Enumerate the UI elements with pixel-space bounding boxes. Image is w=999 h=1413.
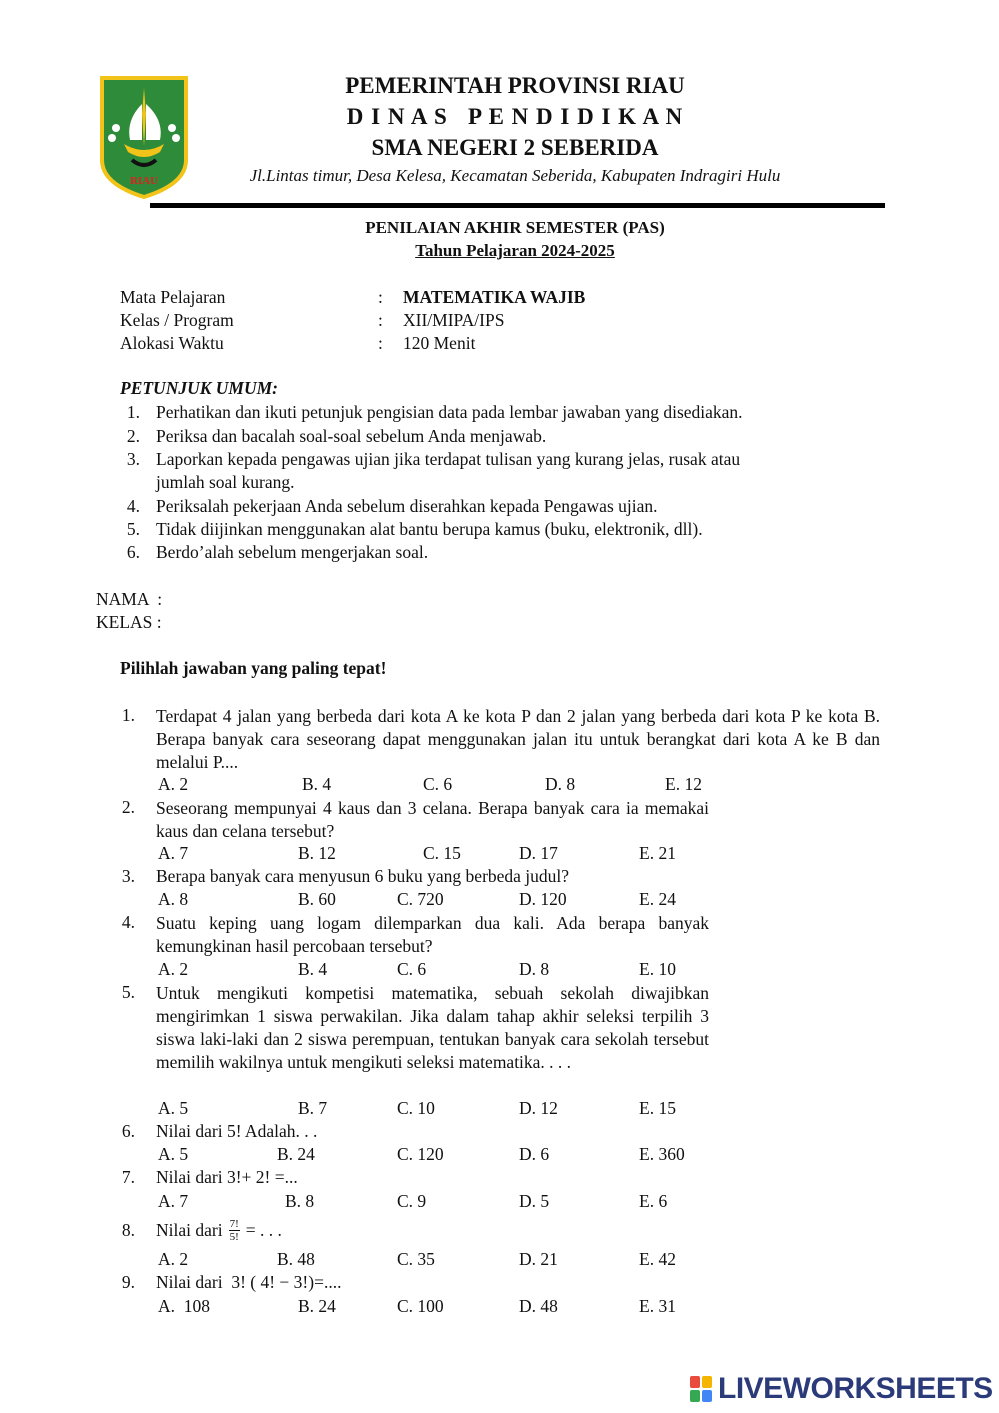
- question-text-suffix: = . . .: [245, 1219, 282, 1240]
- instruction-number: 4.: [126, 496, 140, 516]
- question-text: Nilai dari 5! Adalah. . .: [156, 1121, 318, 1141]
- exam-year: Tahun Pelajaran 2024-2025: [415, 241, 615, 260]
- option-e: E. 24: [639, 889, 676, 909]
- instruction-item-continued: jumlah soal kurang.: [156, 472, 295, 492]
- question-number: 1.: [121, 705, 135, 725]
- meta-value-time: 120 Menit: [403, 333, 476, 353]
- header-divider: [150, 203, 885, 208]
- question-number: 2.: [121, 797, 135, 817]
- question-text: Nilai dari 3!+ 2! =...: [156, 1167, 298, 1187]
- instruction-number: 1.: [126, 402, 140, 422]
- meta-label-time: Alokasi Waktu: [120, 333, 224, 353]
- option-a: A. 2: [158, 774, 189, 794]
- instruction-item: Laporkan kepada pengawas ujian jika terdapat tulisan yang kurang jelas, rusak atau: [156, 449, 741, 469]
- meta-colon: :: [378, 287, 383, 307]
- option-e: E. 12: [665, 774, 702, 794]
- meta-label-class: Kelas / Program: [120, 310, 234, 330]
- option-e: E. 10: [639, 959, 676, 979]
- option-d: D. 48: [519, 1296, 558, 1316]
- header-department: D I N A S P E N D I D I K A N: [346, 104, 684, 129]
- question-number: 4.: [121, 912, 135, 932]
- option-b: B. 4: [302, 774, 332, 794]
- question-text-prefix: Nilai dari: [156, 1219, 223, 1240]
- header-address: Jl.Lintas timur, Desa Kelesa, Kecamatan Seberida, Kabupaten Indragiri Hulu: [249, 166, 781, 185]
- question-number: 5.: [121, 982, 135, 1002]
- instructions-heading: PETUNJUK UMUM:: [120, 378, 278, 398]
- option-b: B. 8: [285, 1191, 315, 1211]
- liveworksheets-logo-icon: [690, 1376, 712, 1402]
- option-e: E. 6: [639, 1191, 668, 1211]
- watermark-text: LIVEWORKSHEETS: [718, 1372, 993, 1405]
- option-e: E. 31: [639, 1296, 676, 1316]
- option-b: B. 24: [298, 1296, 336, 1316]
- question-number: 7.: [121, 1167, 135, 1187]
- instruction-item: Periksalah pekerjaan Anda sebelum diserahkan kepada Pengawas ujian.: [156, 496, 658, 516]
- option-b: B. 4: [298, 959, 328, 979]
- option-c: C. 6: [397, 959, 427, 979]
- option-a: A. 7: [158, 843, 189, 863]
- option-c: C. 15: [423, 843, 461, 863]
- option-a: A. 2: [158, 1249, 189, 1269]
- instruction-item: Berdo’alah sebelum mengerjakan soal.: [156, 542, 429, 562]
- instruction-number: 6.: [126, 542, 140, 562]
- option-c: C. 6: [423, 774, 453, 794]
- option-d: D. 120: [519, 889, 567, 909]
- fraction-numerator: 7!: [229, 1217, 239, 1230]
- instruction-number: 3.: [126, 449, 140, 469]
- instruction-item: Perhatikan dan ikuti petunjuk pengisian data pada lembar jawaban yang disediakan.: [156, 402, 743, 422]
- option-d: D. 17: [519, 843, 558, 863]
- question-number: 8.: [121, 1220, 135, 1240]
- option-b: B. 60: [298, 889, 336, 909]
- option-c: C. 35: [397, 1249, 435, 1269]
- option-b: B. 12: [298, 843, 336, 863]
- question-text: Nilai dari 3! ( 4! − 3!)=....: [156, 1272, 342, 1292]
- option-e: E. 15: [639, 1098, 676, 1118]
- question-text: Suatu keping uang logam dilemparkan dua kali. Ada berapa banyak kemungkinan hasil percobaan tersebut?: [156, 913, 709, 956]
- option-c: C. 120: [397, 1144, 444, 1164]
- question-number: 3.: [121, 866, 135, 886]
- option-a: A. 2: [158, 959, 189, 979]
- meta-value-subject: MATEMATIKA WAJIB: [403, 287, 586, 307]
- instruction-number: 2.: [126, 426, 140, 446]
- option-a: A. 7: [158, 1191, 189, 1211]
- question-text: Untuk mengikuti kompetisi matematika, sebuah sekolah diwajibkan mengirimkan 1 siswa perwakilan. Jika dalam tahap akhir seleksi terpilih 3 siswa laki-laki dan 2 siswa perempuan, tentukan banyak cara sekolah tersebut memilih wakilnya untuk mengikuti seleksi matematika. . . .: [156, 983, 709, 1072]
- option-c: C. 10: [397, 1098, 435, 1118]
- option-d: D. 12: [519, 1098, 558, 1118]
- question-number: 9.: [121, 1272, 135, 1292]
- header-government: PEMERINTAH PROVINSI RIAU: [345, 73, 685, 98]
- meta-value-class: XII/MIPA/IPS: [403, 310, 505, 330]
- option-d: D. 8: [545, 774, 576, 794]
- meta-colon: :: [378, 310, 383, 330]
- meta-label-subject: Mata Pelajaran: [120, 287, 226, 307]
- question-text: Seseorang mempunyai 4 kaus dan 3 celana. Berapa banyak cara ia memakai kaus dan celana tersebut?: [156, 798, 709, 841]
- liveworksheets-watermark[interactable]: [690, 1374, 993, 1404]
- option-e: E. 21: [639, 843, 676, 863]
- option-b: B. 7: [298, 1098, 328, 1118]
- question-text: Terdapat 4 jalan yang berbeda dari kota A ke kota P dan 2 jalan yang berbeda dari kota P ke kota B. Berapa banyak cara seseorang dapat menggunakan jalan itu untuk berangkat dari kota A ke B dan melalui P....: [156, 706, 880, 772]
- option-d: D. 21: [519, 1249, 558, 1269]
- option-d: D. 6: [519, 1144, 550, 1164]
- option-e: E. 42: [639, 1249, 676, 1269]
- option-d: D. 5: [519, 1191, 550, 1211]
- riau-emblem-logo: [98, 74, 190, 200]
- instruction-number: 5.: [126, 519, 140, 539]
- option-c: C. 720: [397, 889, 444, 909]
- question-text: [156, 1212, 282, 1248]
- option-b: B. 48: [277, 1249, 315, 1269]
- option-c: C. 100: [397, 1296, 444, 1316]
- logo-text: RIAU: [129, 175, 159, 187]
- option-a: A. 5: [158, 1098, 189, 1118]
- option-d: D. 8: [519, 959, 550, 979]
- section-title: Pilihlah jawaban yang paling tepat!: [120, 658, 387, 678]
- question-number: 6.: [121, 1121, 135, 1141]
- name-label: NAMA :: [96, 589, 163, 609]
- option-b: B. 24: [277, 1144, 315, 1164]
- header-school: SMA NEGERI 2 SEBERIDA: [371, 135, 659, 160]
- option-a: A. 8: [158, 889, 189, 909]
- instruction-item: Periksa dan bacalah soal-soal sebelum Anda menjawab.: [156, 426, 547, 446]
- exam-title: PENILAIAN AKHIR SEMESTER (PAS): [365, 218, 665, 237]
- instruction-item: Tidak diijinkan menggunakan alat bantu berupa kamus (buku, elektronik, dll).: [156, 519, 703, 539]
- fraction: [229, 1218, 240, 1243]
- fraction-denominator: 5!: [229, 1230, 239, 1243]
- question-text: Berapa banyak cara menyusun 6 buku yang berbeda judul?: [156, 866, 570, 886]
- option-a: A. 108: [158, 1296, 211, 1316]
- option-c: C. 9: [397, 1191, 427, 1211]
- option-a: A. 5: [158, 1144, 189, 1164]
- class-label: KELAS :: [96, 612, 162, 632]
- meta-colon: :: [378, 333, 383, 353]
- option-e: E. 360: [639, 1144, 685, 1164]
